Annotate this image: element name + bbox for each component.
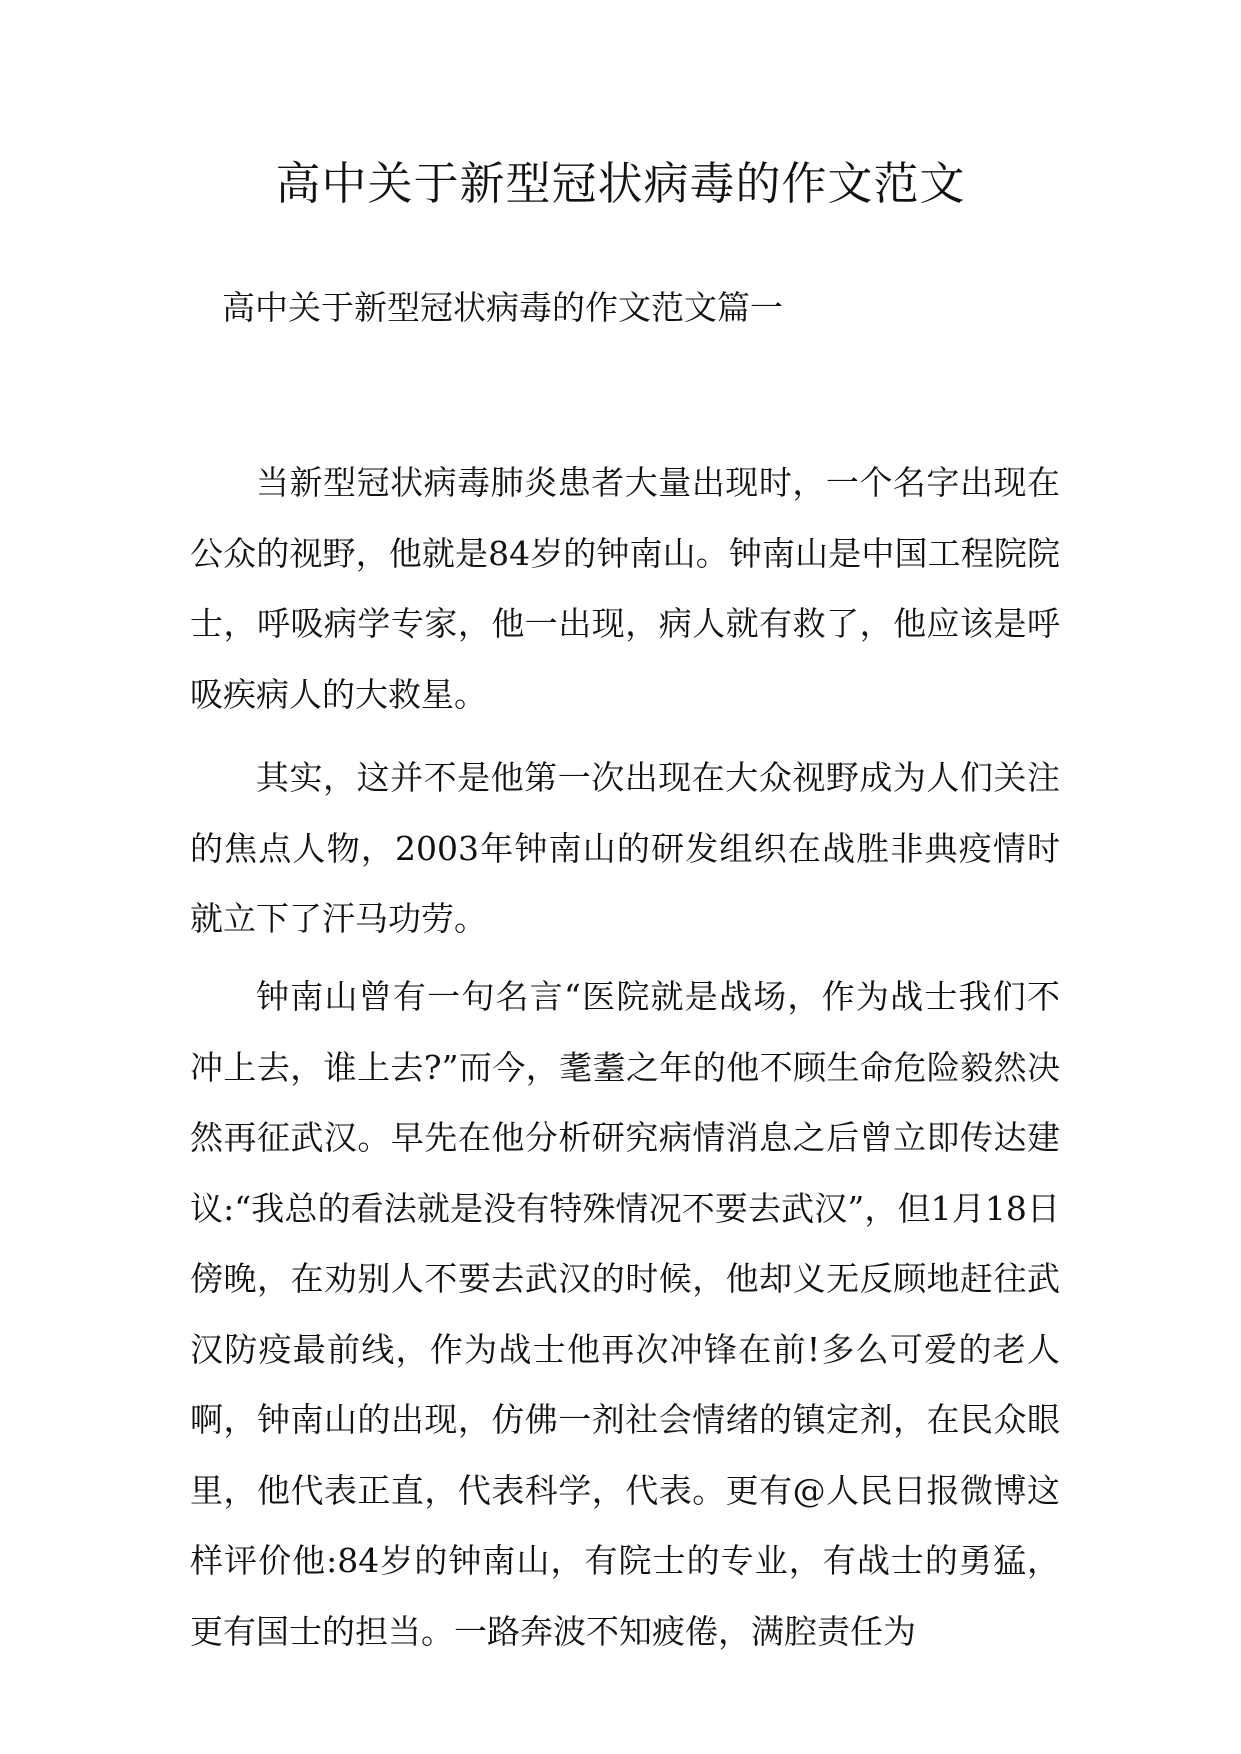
document-title: 高中关于新型冠状病毒的作文范文: [275, 157, 966, 210]
paragraph: 钟南山曾有一句名言“医院就是战场，作为战士我们不冲上去，谁上去?”而今，耄耋之年的他不顾生命危险毅然决然再征武汉。早先在他分析研究病情消息之后曾立即传达建议:“我总的看法就是没有特殊情况不要去武汉”，但1月18日傍晚，在劝别人不要去武汉的时候，他却义无反顾地赶往武汉防疫最前线，作为战士他再次冲锋在前!多么可爱的老人啊，钟南山的出现，仿佛一剂社会情绪的镇定剂，在民众眼里，他代表正直，代表科学，代表。更有@人民日报微博这样评价他:84岁的钟南山，有院士的专业，有战士的勇猛，更有国士的担当。一路奔波不知疲倦，满腔责任为: [190, 977, 1060, 1651]
paragraph: 其实，这并不是他第一次出现在大众视野成为人们关注的焦点人物，2003年钟南山的研发组织在战胜非典疫情时就立下了汗马功劳。: [190, 758, 1060, 938]
section-heading: 高中关于新型冠状病毒的作文范文篇一: [222, 288, 783, 327]
paragraph: 当新型冠状病毒肺炎患者大量出现时，一个名字出现在公众的视野，他就是84岁的钟南山。钟南山是中国工程院院士，呼吸病学专家，他一出现，病人就有救了，他应该是呼吸疾病人的大救星。: [190, 463, 1060, 714]
